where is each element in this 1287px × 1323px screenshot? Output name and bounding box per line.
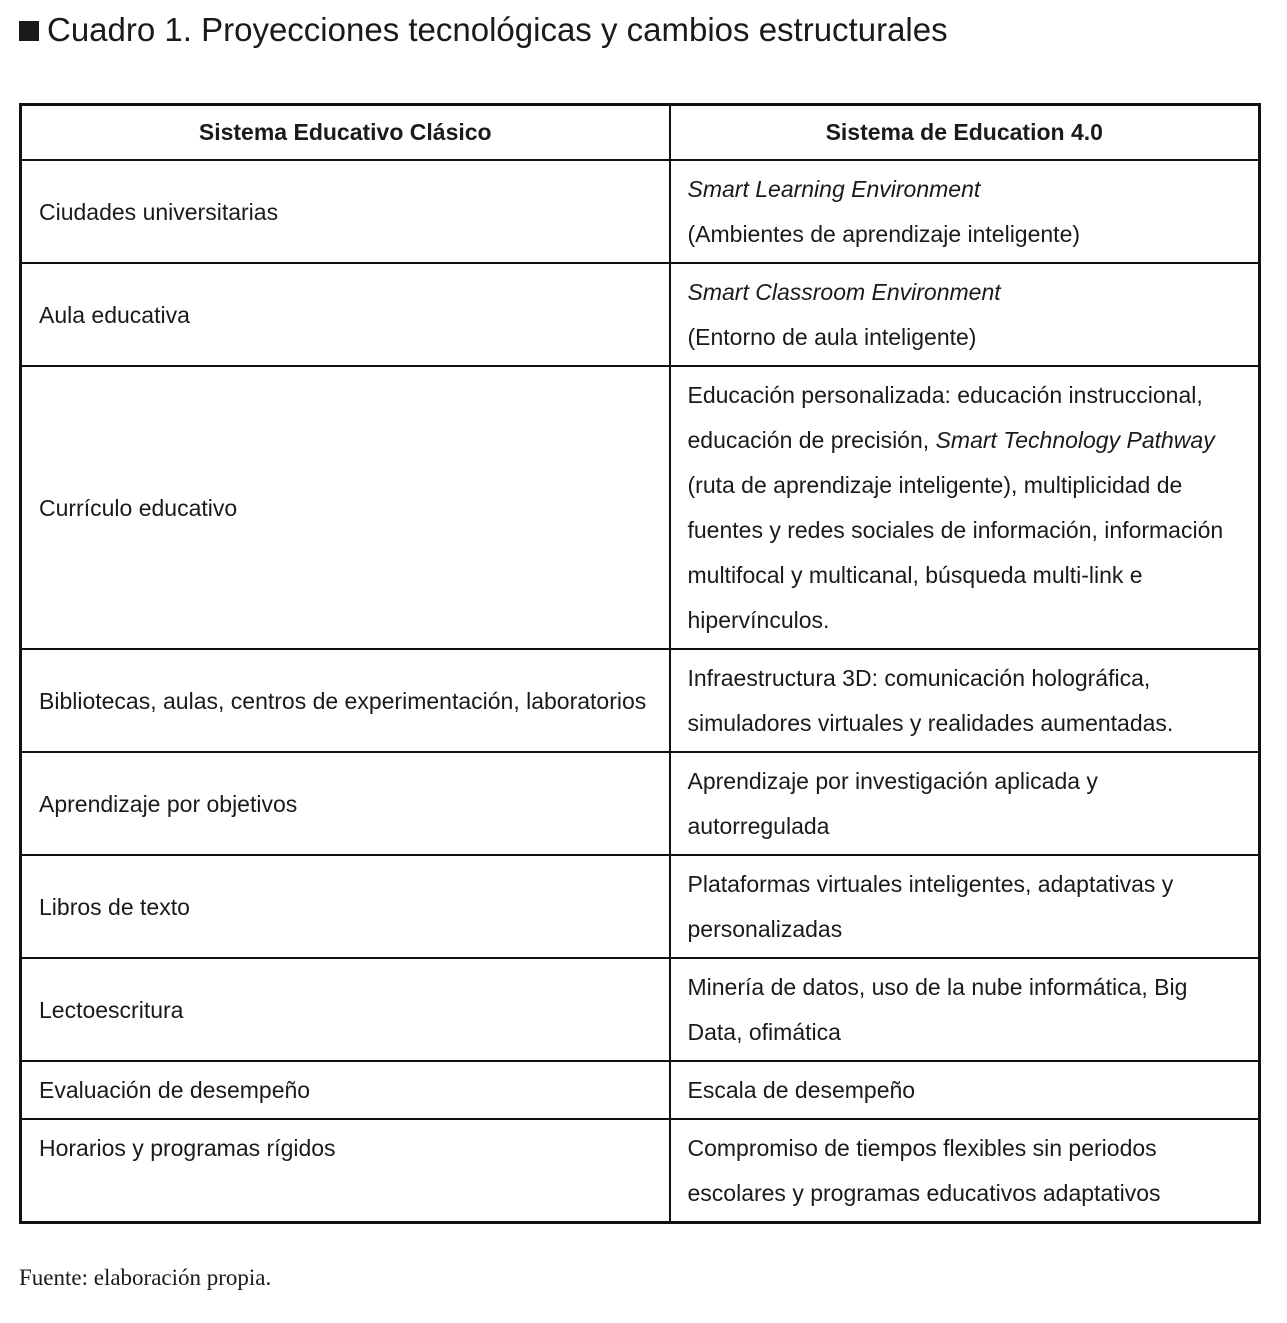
cell-edu40: Aprendizaje por investigación aplicada y autorregulada <box>670 752 1260 855</box>
cell-classic: Ciudades universitarias <box>21 160 670 263</box>
source-note: Fuente: elaboración propia. <box>19 1265 272 1290</box>
cell-classic: Aula educativa <box>21 263 670 366</box>
table-row <box>21 160 1260 263</box>
cell-classic: Aprendizaje por objetivos <box>21 752 670 855</box>
table-row <box>21 1061 1260 1119</box>
cell-classic: Currículo educativo <box>21 366 670 649</box>
cell-edu40-italic: Smart Learning Environment <box>687 176 981 202</box>
cell-edu40: Minería de datos, uso de la nube informática, Big Data, ofimática <box>670 958 1260 1061</box>
cell-classic: Libros de texto <box>21 855 670 958</box>
table-row <box>21 649 1260 752</box>
table-row <box>21 263 1260 366</box>
cell-edu40: Infraestructura 3D: comunicación holográfica, simuladores virtuales y realidades aumentadas. <box>670 649 1260 752</box>
table-row <box>21 366 1260 649</box>
table-row <box>21 958 1260 1061</box>
cell-edu40-text: (Entorno de aula inteligente) <box>687 324 977 350</box>
table-row <box>21 1119 1260 1223</box>
cell-edu40 <box>670 366 1260 649</box>
cell-edu40: Plataformas virtuales inteligentes, adaptativas y personalizadas <box>670 855 1260 958</box>
cell-classic: Evaluación de desempeño <box>21 1061 670 1119</box>
table-title-text: Cuadro 1. Proyecciones tecnológicas y cambios estructurales <box>47 11 948 48</box>
cell-classic: Horarios y programas rígidos <box>21 1119 670 1223</box>
cell-classic: Lectoescritura <box>21 958 670 1061</box>
table-row <box>21 855 1260 958</box>
cell-edu40: Escala de desempeño <box>670 1061 1260 1119</box>
cell-edu40-post: (ruta de aprendizaje inteligente), multiplicidad de fuentes y redes sociales de información, información multifocal y multicanal, búsqueda multi-link e hipervínculos. <box>687 472 1224 633</box>
cell-classic: Bibliotecas, aulas, centros de experimentación, laboratorios <box>21 649 670 752</box>
cell-edu40-pre: Educación personalizada: educación instruccional, educación de precisión, <box>687 382 1203 453</box>
table-header-row <box>21 105 1260 161</box>
square-bullet-icon <box>19 21 39 41</box>
cell-edu40: Compromiso de tiempos flexibles sin periodos escolares y programas educativos adaptativos <box>670 1119 1260 1223</box>
comparison-table <box>19 103 1261 1224</box>
cell-edu40 <box>670 263 1260 366</box>
cell-edu40-text: (Ambientes de aprendizaje inteligente) <box>687 221 1081 247</box>
table-row <box>21 752 1260 855</box>
column-header-classic: Sistema Educativo Clásico <box>21 105 670 161</box>
cell-edu40-italic: Smart Classroom Environment <box>687 279 1001 305</box>
table-title <box>19 8 948 52</box>
cell-edu40 <box>670 160 1260 263</box>
cell-edu40-italic: Smart Technology Pathway <box>935 427 1215 453</box>
column-header-edu40: Sistema de Education 4.0 <box>670 105 1260 161</box>
